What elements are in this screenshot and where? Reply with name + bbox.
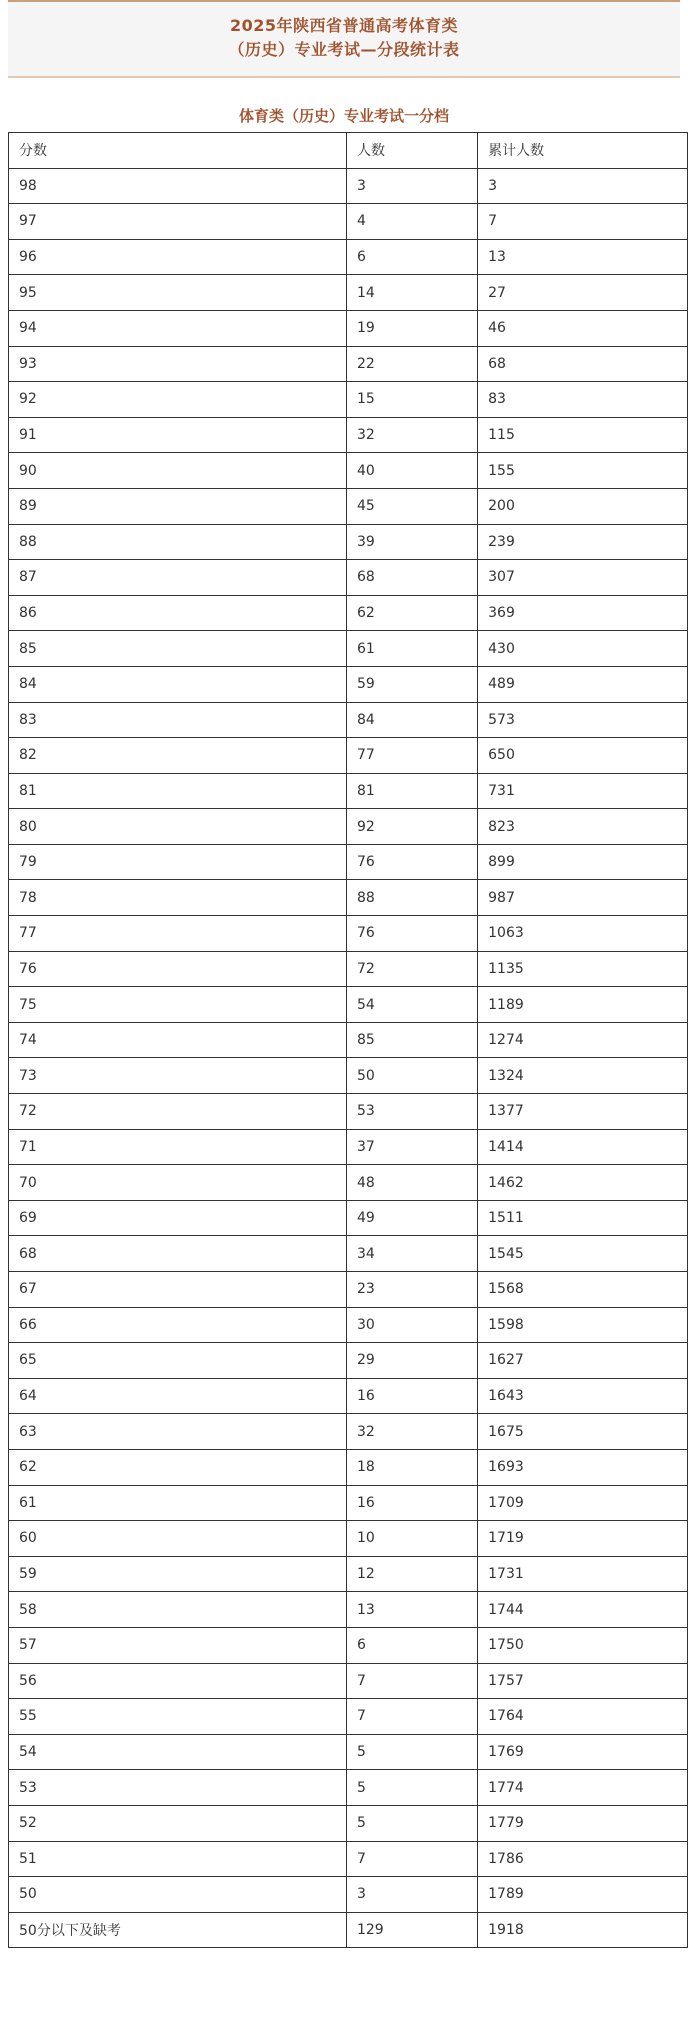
cell-cumulative: 1324 [478,1058,688,1094]
table-row [9,1734,688,1770]
cell-score: 85 [9,631,347,667]
cell-count: 62 [346,595,477,631]
cell-cumulative: 1545 [478,1236,688,1272]
cell-count: 3 [346,1877,477,1913]
cell-score: 92 [9,382,347,418]
table-row [9,204,688,240]
cell-count: 88 [346,880,477,916]
cell-count: 10 [346,1521,477,1557]
table-header-row [9,133,688,169]
cell-score: 53 [9,1770,347,1806]
cell-cumulative: 899 [478,844,688,880]
table-row [9,702,688,738]
cell-count: 5 [346,1770,477,1806]
cell-count: 5 [346,1734,477,1770]
cell-count: 85 [346,1022,477,1058]
table-row [9,1770,688,1806]
cell-score: 96 [9,239,347,275]
table-row [9,1272,688,1308]
cell-score: 63 [9,1414,347,1450]
table-row [9,1521,688,1557]
cell-count: 77 [346,738,477,774]
cell-cumulative: 1135 [478,951,688,987]
cell-count: 14 [346,275,477,311]
cell-count: 92 [346,809,477,845]
cell-score: 73 [9,1058,347,1094]
cell-score: 88 [9,524,347,560]
table-row [9,987,688,1023]
cell-count: 29 [346,1343,477,1379]
table-row [9,1307,688,1343]
cell-score: 65 [9,1343,347,1379]
cell-cumulative: 155 [478,453,688,489]
cell-score: 62 [9,1449,347,1485]
table-row [9,1663,688,1699]
table-row [9,880,688,916]
cell-score: 61 [9,1485,347,1521]
cell-count: 53 [346,1094,477,1130]
table-row [9,1414,688,1450]
cell-score: 84 [9,666,347,702]
cell-cumulative: 1750 [478,1627,688,1663]
table-row [9,1699,688,1735]
cell-cumulative: 1627 [478,1343,688,1379]
table-row [9,1165,688,1201]
cell-score: 91 [9,417,347,453]
cell-score: 72 [9,1094,347,1130]
table-row [9,916,688,952]
score-distribution-table [8,132,688,1948]
cell-score: 54 [9,1734,347,1770]
cell-cumulative: 200 [478,488,688,524]
cell-cumulative: 1568 [478,1272,688,1308]
cell-count: 34 [346,1236,477,1272]
cell-count: 30 [346,1307,477,1343]
cell-cumulative: 1274 [478,1022,688,1058]
table-row [9,1627,688,1663]
table-row [9,631,688,667]
cell-score: 80 [9,809,347,845]
cell-score: 66 [9,1307,347,1343]
cell-score: 89 [9,488,347,524]
cell-cumulative: 1786 [478,1841,688,1877]
table-row [9,453,688,489]
cell-count: 3 [346,168,477,204]
cell-count: 39 [346,524,477,560]
cell-cumulative: 1462 [478,1165,688,1201]
table-row [9,168,688,204]
cell-score: 57 [9,1627,347,1663]
cell-cumulative: 1744 [478,1592,688,1628]
cell-cumulative: 1774 [478,1770,688,1806]
table-row [9,275,688,311]
cell-count: 76 [346,844,477,880]
cell-count: 61 [346,631,477,667]
cell-count: 40 [346,453,477,489]
table-body [9,168,688,1948]
cell-score: 52 [9,1805,347,1841]
cell-score: 87 [9,560,347,596]
cell-score: 60 [9,1521,347,1557]
cell-cumulative: 1789 [478,1877,688,1913]
title-underline [8,76,680,78]
cell-cumulative: 1779 [478,1805,688,1841]
cell-cumulative: 1598 [478,1307,688,1343]
table-row [9,738,688,774]
cell-count: 37 [346,1129,477,1165]
cell-cumulative: 68 [478,346,688,382]
title-box [8,2,680,76]
cell-count: 16 [346,1485,477,1521]
cell-cumulative: 573 [478,702,688,738]
cell-count: 72 [346,951,477,987]
cell-score: 98 [9,168,347,204]
table-row [9,773,688,809]
cell-count: 59 [346,666,477,702]
cell-count: 50 [346,1058,477,1094]
cell-cumulative: 1643 [478,1378,688,1414]
cell-score: 51 [9,1841,347,1877]
cell-score: 75 [9,987,347,1023]
cell-cumulative: 7 [478,204,688,240]
cell-score: 93 [9,346,347,382]
table-row [9,1094,688,1130]
column-header-score: 分数 [9,133,347,169]
cell-score: 71 [9,1129,347,1165]
cell-score: 59 [9,1556,347,1592]
table-row [9,1022,688,1058]
cell-count: 48 [346,1165,477,1201]
cell-count: 15 [346,382,477,418]
cell-cumulative: 1769 [478,1734,688,1770]
table-row [9,809,688,845]
table-row [9,524,688,560]
cell-score: 81 [9,773,347,809]
cell-count: 7 [346,1841,477,1877]
cell-cumulative: 1063 [478,916,688,952]
table-row [9,1449,688,1485]
table-row [9,1592,688,1628]
cell-score: 83 [9,702,347,738]
cell-cumulative: 1414 [478,1129,688,1165]
cell-count: 7 [346,1663,477,1699]
cell-count: 18 [346,1449,477,1485]
cell-score: 86 [9,595,347,631]
cell-score: 68 [9,1236,347,1272]
cell-cumulative: 1918 [478,1912,688,1948]
cell-score: 90 [9,453,347,489]
table-row [9,346,688,382]
table-row [9,1200,688,1236]
cell-cumulative: 13 [478,239,688,275]
page-title-line1: 2025年陕西省普通高考体育类 [229,16,459,35]
cell-cumulative: 1709 [478,1485,688,1521]
cell-cumulative: 27 [478,275,688,311]
cell-cumulative: 1757 [478,1663,688,1699]
cell-score: 56 [9,1663,347,1699]
table-row [9,1058,688,1094]
table-row [9,1877,688,1913]
cell-count: 13 [346,1592,477,1628]
cell-cumulative: 83 [478,382,688,418]
cell-count: 76 [346,916,477,952]
page-title-line2: （历史）专业考试—分段统计表 [228,40,460,59]
cell-score: 95 [9,275,347,311]
cell-count: 6 [346,1627,477,1663]
table-row [9,1378,688,1414]
table-row [9,1129,688,1165]
cell-cumulative: 3 [478,168,688,204]
cell-score: 78 [9,880,347,916]
table-caption: 体育类（历史）专业考试一分档 [238,107,449,125]
cell-count: 4 [346,204,477,240]
cell-score: 77 [9,916,347,952]
cell-count: 19 [346,310,477,346]
table-row [9,1236,688,1272]
cell-count: 7 [346,1699,477,1735]
cell-count: 68 [346,560,477,596]
cell-count: 81 [346,773,477,809]
cell-cumulative: 1764 [478,1699,688,1735]
table-row [9,666,688,702]
cell-score: 94 [9,310,347,346]
cell-cumulative: 369 [478,595,688,631]
table-row [9,382,688,418]
table-row [9,1805,688,1841]
column-header-count: 人数 [346,133,477,169]
column-header-cumulative: 累计人数 [478,133,688,169]
cell-cumulative: 239 [478,524,688,560]
cell-score: 70 [9,1165,347,1201]
cell-score: 50 [9,1877,347,1913]
cell-cumulative: 1511 [478,1200,688,1236]
cell-score: 67 [9,1272,347,1308]
cell-count: 54 [346,987,477,1023]
cell-count: 45 [346,488,477,524]
table-row [9,951,688,987]
cell-count: 6 [346,239,477,275]
cell-count: 5 [346,1805,477,1841]
cell-count: 16 [346,1378,477,1414]
cell-cumulative: 46 [478,310,688,346]
table-row [9,310,688,346]
table-row [9,488,688,524]
cell-cumulative: 823 [478,809,688,845]
cell-count: 32 [346,417,477,453]
cell-cumulative: 731 [478,773,688,809]
cell-score: 69 [9,1200,347,1236]
cell-cumulative: 987 [478,880,688,916]
table-row [9,1912,688,1948]
cell-cumulative: 430 [478,631,688,667]
table-row [9,1841,688,1877]
cell-score: 79 [9,844,347,880]
cell-count: 22 [346,346,477,382]
cell-count: 129 [346,1912,477,1948]
cell-score: 76 [9,951,347,987]
cell-cumulative: 1693 [478,1449,688,1485]
cell-score: 74 [9,1022,347,1058]
cell-cumulative: 115 [478,417,688,453]
cell-score: 82 [9,738,347,774]
cell-count: 49 [346,1200,477,1236]
cell-score: 55 [9,1699,347,1735]
cell-cumulative: 489 [478,666,688,702]
cell-score: 64 [9,1378,347,1414]
table-row [9,1343,688,1379]
cell-count: 12 [346,1556,477,1592]
cell-cumulative: 1731 [478,1556,688,1592]
cell-cumulative: 307 [478,560,688,596]
cell-count: 32 [346,1414,477,1450]
table-row [9,417,688,453]
cell-score: 50分以下及缺考 [9,1912,347,1948]
cell-score: 97 [9,204,347,240]
cell-cumulative: 1675 [478,1414,688,1450]
table-row [9,239,688,275]
cell-count: 84 [346,702,477,738]
table-row [9,560,688,596]
table-row [9,1556,688,1592]
cell-score: 58 [9,1592,347,1628]
cell-cumulative: 1719 [478,1521,688,1557]
table-row [9,1485,688,1521]
cell-cumulative: 1377 [478,1094,688,1130]
table-row [9,595,688,631]
table-row [9,844,688,880]
cell-count: 23 [346,1272,477,1308]
cell-cumulative: 650 [478,738,688,774]
cell-cumulative: 1189 [478,987,688,1023]
